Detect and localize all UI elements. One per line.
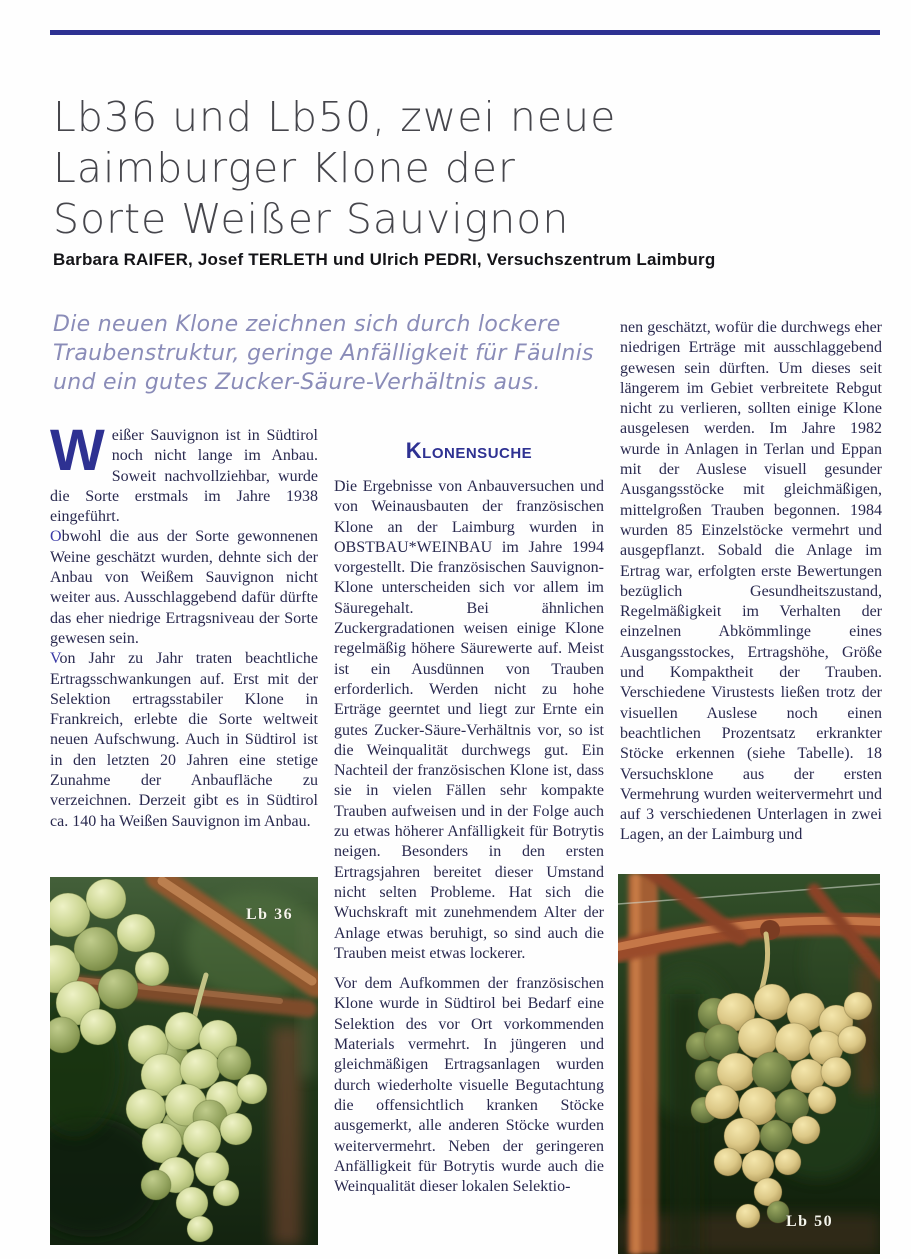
text-column-1 xyxy=(50,418,318,832)
figure-grapes-lb36 xyxy=(50,877,318,1245)
title-line-1: Lb36 und Lb50, zwei neue xyxy=(53,93,617,141)
text-column-2 xyxy=(334,438,604,1197)
text-column-3 xyxy=(620,318,882,846)
figure-label-lb50: Lb 50 xyxy=(786,1213,834,1230)
header-rule xyxy=(50,30,880,35)
paragraph-intro: Weißer Sauvignon ist in Südtirol noch nicht lange im Anbau. Soweit nachvollziehbar, wurde die Sorte erstmals im Jahre 1938 eingeführt. xyxy=(50,418,318,526)
title-line-2: Laimburger Klone der xyxy=(53,144,516,192)
paragraph-aufkommen: Vor dem Aufkommen der französischen Klone wurde in Südtirol bei Bedarf eine Selektion des vor Ort vorkommenden Materials vermehrt. In jüngeren und gleichmäßigen Ertragsanlagen wurden durch wiederholte visuelle Begutachtung die offensichtlich kranken Stöcke ausgemerkt, alle anderen Stöcke wurden weitervermehrt. Neben der geringeren Anfälligkeit für Botrytis wurde auch die Weinqualität dieser lokalen Selektio- xyxy=(334,975,604,1196)
paragraph-fortsetzung: nen geschätzt, wofür die durchwegs eher niedrigen Erträge mit ausschlaggebend gewesen sein dürften. Um dieses seit längerem im Gebiet verbreitete Rebgut nicht zu verlieren, sollten einige Klone ausgelesen werden. Im Jahre 1982 wurde in Anlagen in Terlan und Eppan mit der Auslese visuell gesunder Ausgangsstöcke mit gleichmäßigen, mittelgroßen Trauben begonnen. 1984 wurden 85 Einzelstöcke vermehrt und ausgepflanzt. Sobald die Anlage im Ertrag war, erfolgten erste Bewertungen bezüglich Gesundheitszustand, Regelmäßigkeit im Verhalten der einzelnen Abkömmlinge eines Ausgangsstockes, Ertragshöhe, Größe und Kompaktheit der Trauben. Verschiedene Virustests ließen trotz der visuellen Auslese noch einen beachtlichen Prozentsatz erkrankter Stöcke erkennen (siehe Tabelle). 18 Versuchsklone aus der ersten Vermehrung wurden weitervermehrt und auf 3 verschiedenen Unterlagen in zwei Lagen, an der Laimburg und xyxy=(620,319,882,844)
grape-photo-lb36 xyxy=(50,877,318,1245)
section-heading-klonensuche: Klonensuche xyxy=(405,438,533,463)
lead-paragraph: Die neuen Klone zeichnen sich durch lockere Traubenstruktur, geringe Anfälligkeit für Fäulnis und ein gutes Zucker-Säure-Verhältnis aus. xyxy=(53,312,594,395)
author-line: Barbara RAIFER, Josef TERLETH und Ulrich PEDRI, Versuchszentrum Laimburg xyxy=(53,250,716,269)
paragraph-obwohl: Obwohl die aus der Sorte gewonnenen Weine geschätzt wurden, dehnte sich der Anbau von Weißem Sauvignon nicht weiter aus. Ausschlaggebend dafür dürfte das eher niedrige Ertragsniveau der Sorte gewesen sein. xyxy=(50,528,318,647)
grape-photo-lb50 xyxy=(618,874,880,1254)
figure-grapes-lb50 xyxy=(618,874,880,1254)
figure-label-lb36: Lb 36 xyxy=(246,906,294,923)
article-title xyxy=(53,92,616,245)
paragraph-ergebnisse: Die Ergebnisse von Anbauversuchen und von Weinausbauten der französischen Klone an der Laimburg wurden in OBSTBAU*WEINBAU im Jahre 1994 vorgestellt. Die französischen Sauvignon-Klone unterscheiden sich vor allem im Säuregehalt. Bei ähnlichen Zuckergradationen weisen einige Klone regelmäßig höhere Säurewerte auf. Meist ist ein Ausdünnen von Trauben erforderlich. Werden nicht zu hohe Erträge geerntet und liegt zur Ernte ein gutes Zucker-Säure-Verhältnis vor, so ist die Weinqualität durchwegs gut. Ein Nachteil der französischen Klone ist, dass sie in vielen Fällen sehr kompakte Trauben aufweisen und in der Folge auch zu etwas höherer Anfälligkeit für Botrytis neigen. Besonders in den ersten Ertragsjahren bereitet dieser Umstand nicht selten Probleme. Hat sich die Wuchskraft mit zunehmendem Alter der Anlage etwas beruhigt, so sind auch die Trauben meist etwas lockerer. xyxy=(334,478,604,962)
title-line-3: Sorte Weißer Sauvignon xyxy=(53,195,570,243)
paragraph-von-jahr: Von Jahr zu Jahr traten beachtliche Ertragsschwankungen auf. Erst mit der Selektion ertragsstabiler Klone in Frankreich, erlebte die Sorte weltweit neuen Aufschwung. Auch in Südtirol ist in den letzten 20 Jahren eine stetige Zunahme der Anbaufläche zu verzeichnen. Derzeit gibt es in Südtirol ca. 140 ha Weißen Sauvignon im Anbau. xyxy=(50,650,318,830)
